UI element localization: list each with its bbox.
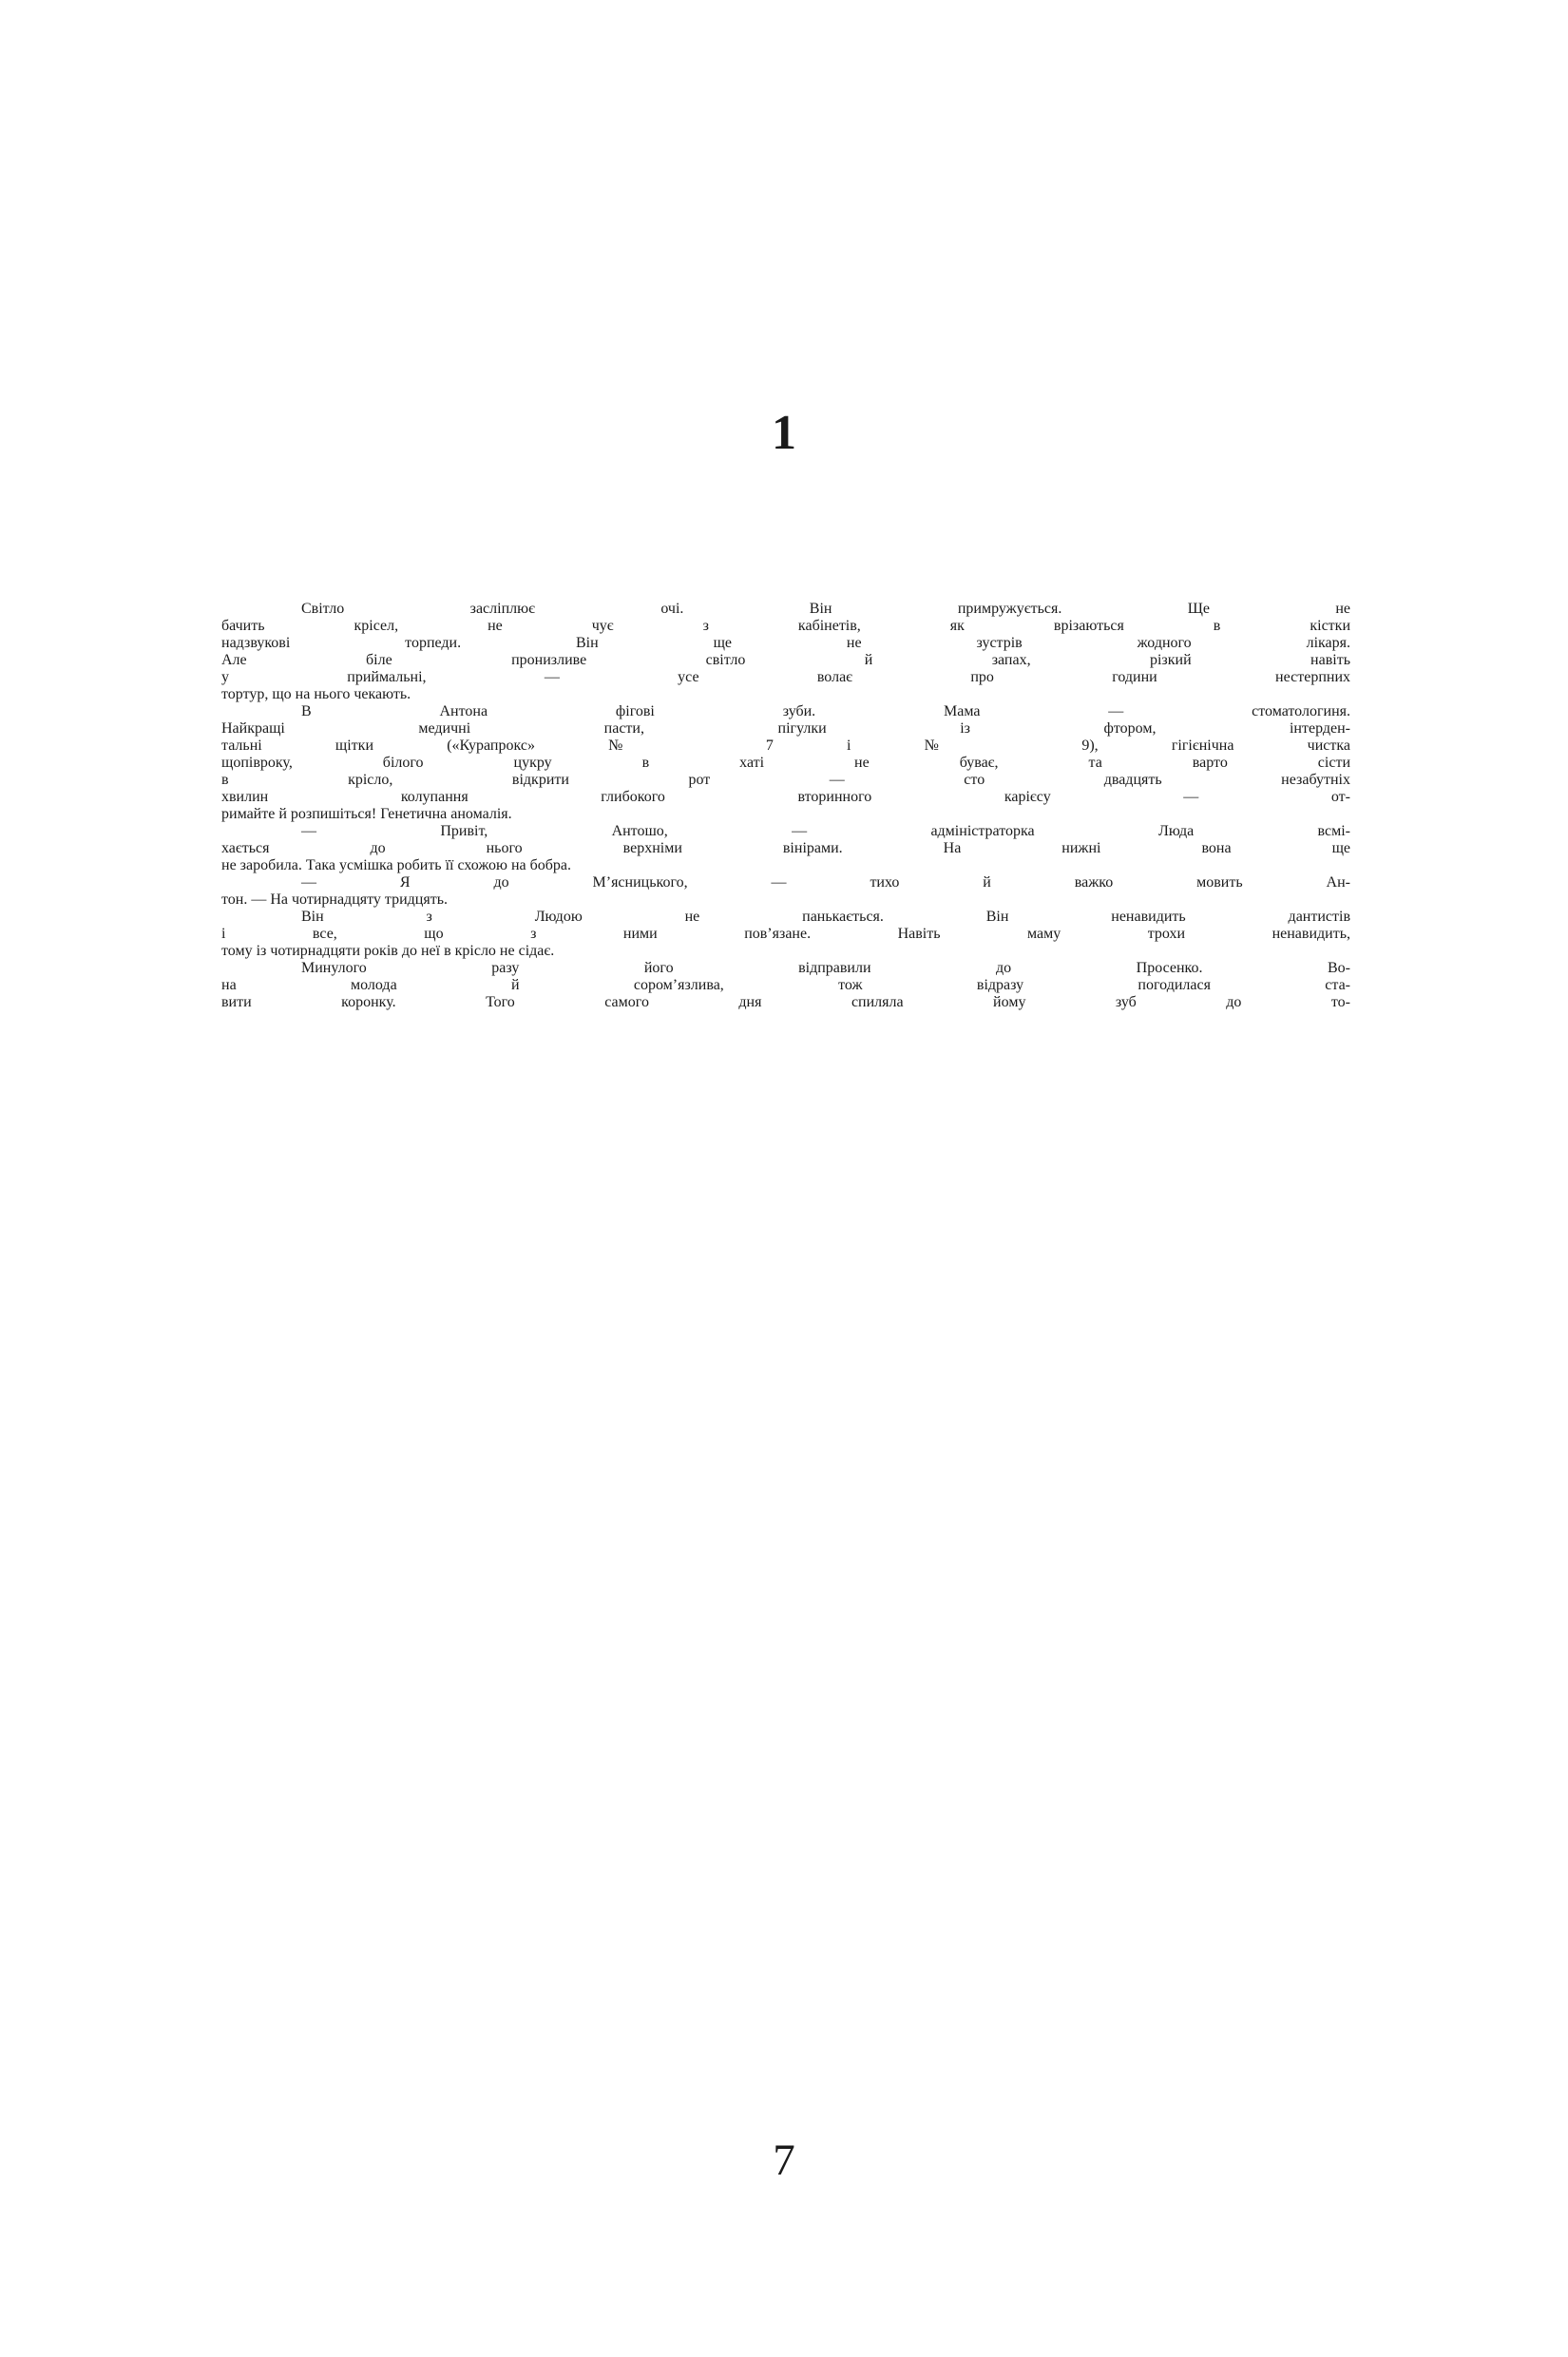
text-line: Світло засліплює очі. Він примружується. Ще не xyxy=(301,601,1350,617)
text-line: тому із чотирнадцяти років до неї в крісло не сідає. xyxy=(221,943,555,959)
text-line: — Привіт, Антошо, — адміністраторка Люда всмі- xyxy=(301,823,1350,839)
text-line: не заробила. Така усмішка робить її схожою на бобра. xyxy=(221,857,572,873)
text-line: вити коронку. Того самого дня спиляла йому зуб до то- xyxy=(221,994,1350,1010)
page-number: 7 xyxy=(773,2136,795,2185)
text-line: і все, що з ними пов’язане. Навіть маму трохи ненавидить, xyxy=(221,926,1350,942)
paragraph xyxy=(221,909,1350,960)
text-line: на молода й сором’язлива, тож відразу погодилася ста- xyxy=(221,977,1350,993)
text-line: Найкращі медичні пасти, пігулки із фтором, інтерден- xyxy=(221,720,1350,737)
paragraph xyxy=(221,823,1350,874)
text-line: хвилин колупання глибокого вторинного карієсу — от- xyxy=(221,789,1350,805)
paragraph xyxy=(221,874,1350,909)
text-line: Але біле пронизливе світло й запах, різкий навіть xyxy=(221,652,1350,668)
text-line: римайте й розпишіться! Генетична аномалія. xyxy=(221,806,512,822)
text-line: тон. — На чотирнадцяту тридцять. xyxy=(221,891,448,908)
text-line: тортур, що на нього чекають. xyxy=(221,686,411,702)
text-line: хається до нього верхніми вінірами. На нижні вона ще xyxy=(221,840,1350,856)
text-line: надзвукові торпеди. Він ще не зустрів жодного лікаря. xyxy=(221,635,1350,651)
paragraph xyxy=(221,601,1350,703)
text-line: — Я до М’ясницького, — тихо й важко мовить Ан- xyxy=(301,874,1350,891)
text-line: щопівроку, білого цукру в хаті не буває, та варто сісти xyxy=(221,755,1350,771)
text-line: В Антона фігові зуби. Мама — стоматологиня. xyxy=(301,703,1350,719)
text-line: в крісло, відкрити рот — сто двадцять незабутніх xyxy=(221,772,1350,788)
text-line: Він з Людою не панькається. Він ненавидить дантистів xyxy=(301,909,1350,925)
paragraph xyxy=(221,960,1350,1011)
chapter-number: 1 xyxy=(772,406,796,460)
body-text xyxy=(221,601,1350,1011)
text-line: Минулого разу його відправили до Просенко. Во- xyxy=(301,960,1350,976)
text-line: бачить крісел, не чує з кабінетів, як врізаються в кістки xyxy=(221,618,1350,634)
text-line: у приймальні, — усе волає про години нестерпних xyxy=(221,669,1350,685)
paragraph xyxy=(221,703,1350,823)
text-line: тальні щітки («Курапрокс» № 7 і № 9), гігієнічна чистка xyxy=(221,738,1350,754)
